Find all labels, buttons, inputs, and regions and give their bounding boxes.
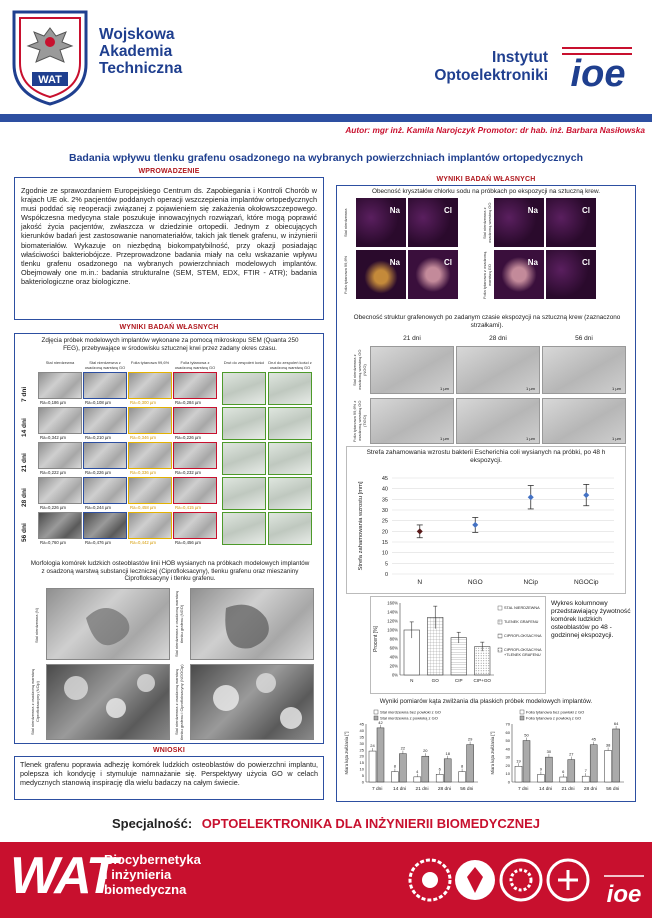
roughness-value: Ra=0,222 µm [40,470,67,475]
x-tick-label: 28 dni [437,787,451,792]
emblem-cog-icon [501,860,541,900]
specialty-label: Specjalność: [111,816,193,831]
y-tick-label: 80% [389,636,398,642]
wetting-chart-ti [486,706,632,800]
roughness-value: Ra=0,300 µm [130,400,157,405]
roughness-value: Ra=0,186 µm [40,400,67,405]
x-tick-label: 7 dni [371,787,383,792]
x-tick-label: 56 dni [460,787,474,792]
y-tick-label: 35 [359,734,364,740]
x-tick-label: 21 dni [561,787,575,792]
wat-name-line1: Wojskowa [99,26,175,43]
specialty-line [0,816,652,831]
bar [467,745,474,782]
morph-label-n: Stal nierdzewna (N) [34,607,39,643]
eds-map [494,250,544,299]
x-tick-label: 14 dni [539,787,553,792]
eds-element-label: Cl [582,258,590,267]
sem-image [128,442,172,469]
morph-label-ncip: Stal nierdzewna z osadzoną warstwą Ciprofloksacyny (NCip) [30,669,40,735]
x-tick-label: 21 dni [415,787,429,792]
y-tick-label: 25 [381,518,388,525]
y-tick-label: 20% [389,663,398,669]
sem-image [128,407,172,434]
y-tick-label: 60 [505,729,510,735]
wat-name-line3: Techniczna [99,60,183,77]
roughness-value: Ra=0,415 µm [175,505,202,510]
eds-label-steel: Stal nierdzewna [343,208,348,238]
wat-name [99,26,182,77]
svg-text:ioe: ioe [606,881,642,906]
legend-label: Stal nierdzewna z powłoką z GO [380,715,438,721]
y-tick-label: 45 [381,476,388,482]
y-tick-label: 0 [384,572,388,578]
y-tick-label: 40% [389,654,398,660]
sem-col-header: Folia tytanowa z osadzoną warstwą GO [174,360,216,370]
eds-map [356,198,406,247]
eds-element-label: Na [389,258,400,267]
morph-caption: Morfologia komórek ludzkich osteoblastów linii HOB wysianych na próbkach modelowych implantów z osadzoną warstwą substancji leczniczej (Ciprofloksacyny), tlenku grafenu oraz mieszaniny Ciprofloksacyny i tlenku grafenu. [30,560,310,583]
bar [391,772,398,782]
x-tick-label: NCip [523,579,538,586]
y-tick-label: 0 [361,779,364,785]
y-tick-label: 0 [507,779,510,785]
x-tick-label: N [410,678,414,683]
y-tick-label: 45 [359,721,364,727]
y-tick-label: 25 [359,747,364,753]
viability-note: Wykres kolumnowy przedstawiający żywotność komórek ludzkich osteoblastów po 48 - godzinnej ekspozycji. [551,600,631,639]
y-tick-label: 15 [359,760,364,766]
data-label: 64 [613,720,619,726]
data-label: 19 [516,758,521,764]
bar [590,745,597,782]
y-tick-label: 15 [381,540,388,546]
sem-image [222,477,266,510]
bar [560,777,567,782]
legend-label: CIPROFLOKSACYNA [504,634,542,638]
eds-map [408,198,458,247]
data-label: 8 [460,763,464,769]
scale-bar: 1 µm [612,436,621,441]
eds-map [356,250,406,299]
stem-image [542,346,626,394]
data-label: 20 [423,748,428,754]
conclusions-text: Tlenek grafenu poprawia adhezję komórek ludzkich osteoblastów do powierzchni implantu, polepsza ich kondycję i stymuluje namnażanie się. Perspektywy użycia GO w celach medycznych stanowią inspirację dla wielu badaczy na całym świecie. [20,760,318,787]
header-divider [0,114,652,122]
data-label: 42 [378,719,383,725]
emblem-eagle-icon [455,860,495,900]
eds-caption: Obecność kryształów chlorku sodu na próbkach po ekspozycji na sztuczną krew. [371,188,601,195]
results-right-heading: WYNIKI BADAŃ WŁASNYCH [436,176,536,183]
svg-text:ioe: ioe [570,53,626,90]
specialty-name: OPTOELEKTRONIKA DLA INŻYNIERII BIOMEDYCZNEJ [201,816,541,831]
bacteria-chart [348,470,624,594]
data-label: 50 [524,732,529,738]
footer-line1: Biocybernetyka [104,852,201,867]
stem-label-ngo: Stal nierdzewna z osadzoną warstwą GO (NGO) [352,349,367,391]
roughness-value: Ra=0,232 µm [175,470,202,475]
sem-image [38,477,82,504]
scale-bar: 1 µm [440,436,449,441]
sem-image [173,477,217,504]
intro-text: Zgodnie ze sprawozdaniem Europejskiego Centrum ds. Zapobiegania i Kontroli Chorób w krajach UE ok. 2% pacjentów poddanych operacji wszczepienia implantów ortopedycznych musi poddać się reoperacji związanej z pojawieniem się zakażenia okołowszczepowego. Współczesna medycyna stale poszukuje innowacyjnych rozwiązań, które mogą poprawić jakość życia pacjentów, zwłaszcza w dziedzinie ortopedii. Jednym z obiecujących kierunków badań jest zastosowanie nanomateriałów, takich jak tlenek grafenu, w inżynierii biomateriałów. Wykazuje on niezbędną biokompatybilność, przy okazji posiadając właściwości bakteriobójcze. Przeprowadzone badania miały na celu wskazanie wpływu tlenku grafenu osadzonego na wybranych powierzchniach modelowych implantów. Obejmowały one m.in.: badania strukturalne (SEM, STEM, EDX, FTIR - ATR); badania bakteriologiczne oraz biologiczne. [21,186,317,286]
sem-image [222,407,266,440]
x-tick-label: CIP+GO [473,678,491,683]
y-tick-label: 160% [387,600,398,606]
sem-col-header: Drut do zespoleń kości z osadzoną warstwą GO [268,360,312,370]
sem-image [83,512,127,539]
bar [444,759,451,782]
emblem-gear-icon [410,860,450,900]
legend-swatch [520,710,524,714]
sem-image [173,372,217,399]
sem-image [268,477,312,510]
sem-image [222,372,266,405]
roughness-value: Ra=0,226 µm [40,505,67,510]
eds-map [546,198,596,247]
roughness-value: Ra=0,210 µm [85,435,112,440]
intro-box [14,177,324,320]
y-tick-label: 10 [359,766,364,772]
bar [613,729,620,782]
bar [459,772,466,782]
sem-image [173,442,217,469]
bar [523,741,530,782]
wetting-caption: Wyniki pomiarów kąta zwilżania dla płaskich próbek modelowych implantów. [379,698,593,705]
data-label: 29 [467,736,473,742]
stem-image [370,398,454,444]
data-point [417,528,423,534]
stem-day-label: 56 dni [575,335,593,342]
y-tick-label: 30 [381,508,388,514]
y-tick-label: 5 [361,773,364,779]
eds-map [546,250,596,299]
intro-heading: WPROWADZENIE [138,168,200,175]
legend-label: TLENEK GRAFENU [504,620,539,624]
x-tick-label: GO [431,678,439,683]
bar [515,766,522,782]
y-tick-label: 40 [359,727,364,733]
authors-line: Autor: mgr inż. Kamila Narojczyk Promotor: dr hab. inż. Barbara Nasiłowska [345,125,645,135]
sem-image [38,442,82,469]
sem-image [268,372,312,405]
wat-name-line2: Akademia [99,43,173,60]
sem-row-label: 21 dni [21,453,28,472]
data-label: 45 [591,736,596,742]
roughness-value: Ra=0,456 µm [175,540,202,545]
data-label: 22 [400,745,406,751]
stem-label-tigo: Folia tytanowa 99,6% z osadzoną warstwą GO (TiGO) [352,400,367,442]
y-tick-label: 40 [505,746,510,752]
bar [568,760,575,782]
sem-image [128,512,172,539]
sem-image [38,407,82,434]
wat-emblem [8,6,92,106]
eds-label-ti: Folia tytanowa 99,6% [343,255,348,295]
sem-col-header: Drut do zespoleń kości [223,360,265,365]
y-tick-label: 70 [505,721,510,727]
bar [545,757,552,782]
legend-swatch [374,710,378,714]
bar [377,728,384,782]
legend-label: Folia tytanowa bez powłoki z GO [526,709,585,715]
roughness-value: Ra=0,284 µm [175,400,202,405]
data-label: 9 [539,766,543,772]
sem-image [83,442,127,469]
sem-image [173,407,217,434]
stem-caption: Obecność struktur grafenowych po zadanym czasie ekspozycji na sztuczną krew (zaznaczono strzałkami). [353,314,621,329]
data-point [472,522,478,528]
y-tick-label: 60% [389,645,398,651]
sem-image [268,512,312,545]
roughness-value: Ra=0,760 µm [40,540,67,545]
footer-emblems [406,855,596,905]
institute-line2: Optoelektroniki [434,67,548,84]
eds-map [494,198,544,247]
y-tick-label: 20 [381,529,388,536]
y-axis-label: Miara kąta zwilżania [°] [490,731,495,775]
scale-bar: 1 µm [612,386,621,391]
roughness-value: Ra=0,458 µm [130,505,157,510]
data-point [583,492,589,498]
ioe-logo [552,42,644,90]
x-tick-label: 56 dni [606,787,620,792]
legend-swatch [498,648,502,652]
y-tick-label: 5 [384,561,388,568]
scale-bar: 1 µm [526,436,535,441]
footer-program [104,852,201,897]
y-tick-label: 10 [381,550,388,557]
y-tick-label: 30 [359,740,364,746]
data-label: 24 [370,743,375,749]
footer-line3: biomedyczna [104,882,187,897]
sem-col-header: Stal nierdzewna [45,360,75,365]
bar [399,754,406,782]
viability-chart [370,597,546,693]
data-label: 4 [416,768,419,774]
data-label: 6 [438,766,441,772]
y-tick-label: 120% [387,618,398,624]
y-tick-label: 100% [387,627,398,633]
bar [451,638,467,675]
footer-wat: WAT [10,847,116,905]
y-tick-label: 10 [505,771,510,777]
footer-ioe-logo [600,872,648,906]
legend-label: Folia tytanowa z powłoką z GO [526,715,582,721]
morph-label-ngo: Stal nierdzewna z osadzoną warstwą tlenku grafenu (NGO) [174,591,184,657]
cell-shapes [46,588,316,740]
svg-text:WAT: WAT [38,74,62,86]
data-label: 6 [562,769,565,775]
scale-bar: 1 µm [440,386,449,391]
bar [436,774,443,782]
bar [537,775,544,782]
roughness-value: Ra=0,342 µm [40,435,67,440]
scale-bar: 1 µm [526,386,535,391]
data-label: 38 [605,742,611,748]
data-label: 27 [569,751,574,757]
legend-label: STAL NIERDZEWNA [504,606,540,610]
sem-row-label: 28 dni [21,488,28,507]
legend-swatch [520,716,524,720]
morph-label-ngocip: Stal nierdzewna z osadzoną warstwą tlenku grafenu i Ciprofloksacyny (NGOCip) [174,664,184,740]
eds-label-ti-go: Folia tytanowa z osadzoną warstwą GO [482,251,492,299]
bar [414,777,421,782]
sem-image [128,372,172,399]
y-tick-label: 20 [359,753,364,759]
poster-title: Badania wpływu tlenku grafenu osadzonego na wybranych powierzchniach implantów ortopedycznych [69,152,583,164]
legend-swatch [498,634,502,638]
stem-day-label: 28 dni [489,335,507,342]
data-label: 18 [445,750,450,756]
y-tick-label: 30 [505,754,510,760]
wetting-chart-steel [340,706,484,800]
stem-image [370,346,454,394]
y-tick-label: 0% [391,672,398,678]
eds-element-label: Cl [582,206,590,215]
y-tick-label: 20 [505,762,510,768]
sem-image [268,407,312,440]
roughness-value: Ra=0,226 µm [175,435,202,440]
sem-col-header: Folia tytanowa 99,6% [130,360,170,365]
bar [582,776,589,782]
legend-label-cont: +TLENEK GRAFENU [504,653,541,657]
y-tick-label: 50 [505,738,510,744]
sem-row-label: 14 dni [21,418,28,437]
stem-image [542,398,626,444]
sem-image [38,372,82,399]
bar [605,751,612,782]
roughness-value: Ra=0,336 µm [130,470,157,475]
x-tick-label: NGO [467,579,483,586]
roughness-value: Ra=0,346 µm [130,435,157,440]
legend-label: CIPROFLOKSACYNA [504,648,542,652]
x-tick-label: NGOCip [573,579,599,586]
results-left-heading: WYNIKI BADAŃ WŁASNYCH [119,324,219,331]
sem-col-header: Stal nierdzewna z osadzoną warstwą GO [84,360,126,370]
sem-row-label: 7 dni [21,386,28,402]
sem-image [222,512,266,545]
y-tick-label: 40 [381,486,388,493]
y-axis-label: Strefa zahamowania wzrostu [mm] [358,481,364,571]
roughness-value: Ra=0,108 µm [85,400,112,405]
eds-element-label: Cl [444,206,452,215]
conclusions-heading: WNIOSKI [152,747,186,754]
x-tick-label: CIP [454,678,463,683]
emblem-ring-icon [548,860,588,900]
eds-element-label: Cl [444,258,452,267]
sem-row-label: 56 dni [21,523,28,542]
eds-map [408,250,458,299]
footer-line2: i inżynieria [104,867,172,882]
sem-caption: Zdjęcia próbek modelowych implantów wykonane za pomocą mikroskopu SEM (Quanta 250 FEG), przebywające w środowisku sztucznej krwi przez zadany okres czasu. [41,337,299,352]
bar [369,751,376,782]
sem-image [38,512,82,539]
stem-image [456,398,540,444]
y-axis-label: Miara kąta zwilżania [°] [344,731,349,775]
x-tick-label: 14 dni [393,787,407,792]
legend-swatch [498,620,502,624]
conclusions-box [14,756,324,800]
y-tick-label: 35 [381,497,388,504]
legend-swatch [498,606,502,610]
roughness-value: Ra=0,244 µm [85,505,112,510]
roughness-value: Ra=0,476 µm [85,540,112,545]
y-axis-label: Procent [%] [373,626,379,652]
stem-image [456,346,540,394]
bacteria-caption: Strefa zahamowania wzrostu bakterii Escherichia coli wysianych na próbki, po 48 h ekspozycji. [366,449,606,464]
roughness-value: Ra=0,226 µm [85,470,112,475]
eds-element-label: Na [389,206,400,215]
sem-image [83,372,127,399]
x-tick-label: 28 dni [583,787,597,792]
institute-name [408,49,548,85]
data-label: 8 [393,763,397,769]
eds-element-label: Na [527,258,538,267]
roughness-value: Ra=0,442 µm [130,540,157,545]
eds-label-steel-go: Stal nierdzewna z osadzoną warstwą GO [482,202,492,244]
sem-image [128,477,172,504]
sem-image [222,442,266,475]
legend-label: Stal nierdzewna bez powłoki z GO [380,709,441,715]
sem-image [83,407,127,434]
institute-line1: Instytut [492,49,548,66]
bar [422,756,429,782]
sem-image [83,477,127,504]
data-label: 30 [546,749,552,755]
data-label: 7 [584,768,587,774]
sem-image [173,512,217,539]
stem-day-label: 21 dni [403,335,421,342]
x-tick-label: N [417,579,423,586]
x-tick-label: 7 dni [517,787,529,792]
eds-element-label: Na [527,206,538,215]
y-tick-label: 140% [387,609,398,615]
sem-image [268,442,312,475]
